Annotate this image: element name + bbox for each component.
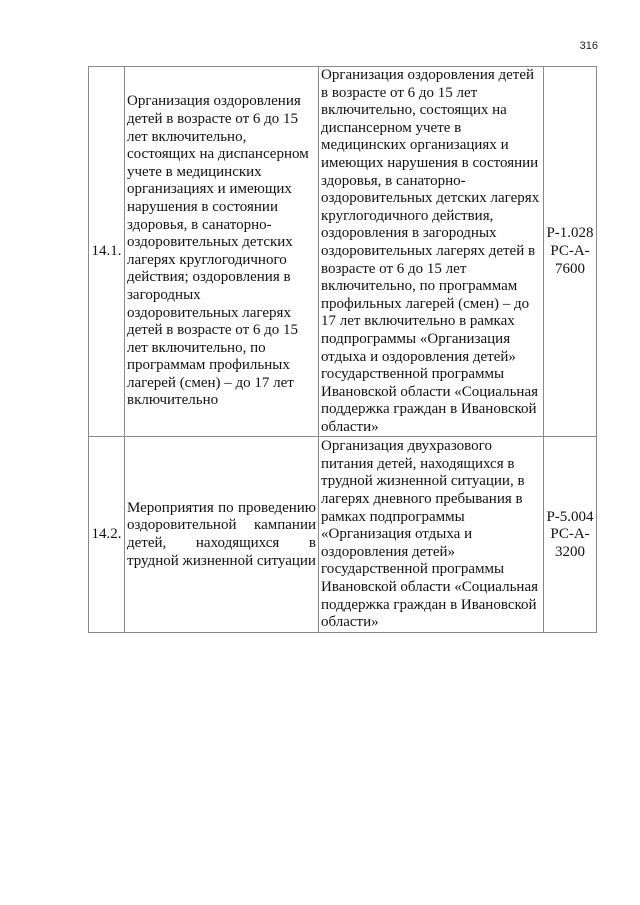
activity-description-cell [319, 67, 544, 437]
budget-code-cell [544, 437, 597, 633]
budget-code-cell [544, 67, 597, 437]
row-number: 14.2. [91, 526, 122, 543]
activity-name-cell [125, 67, 319, 437]
activity-description: Организация оздоровления детей в возрасте от 6 до 15 лет включительно, состоящих на диспансерном учете в медицинских организациях и имеющих нарушения в состоянии здоровья, в санаторно- оздоровительных детских лагерях круглогодичного действия, оздоровления в загородных оздоровительных лагерях детей в возрасте от 6 до 15 лет включительно, по программам профильных лагерей (смен) – до 17 лет включительно в рамках подпрограммы «Организация отдыха и оздоровления детей» государственной программы Ивановской области «Социальная поддержка граждан в Ивановской области» [321, 67, 540, 435]
activity-description: Организация двухразового питания детей, находящихся в трудной жизненной ситуации, в лагерях дневного пребывания в рамках подпрограммы «Организация отдыха и оздоровления детей» государственной программы Ивановской области «Социальная поддержка граждан в Ивановской области» [321, 438, 539, 631]
activity-description-cell [319, 437, 544, 633]
activity-name: Организация оздоровления детей в возрасте от 6 до 15 лет включительно, состоящих на диспансерном учете в медицинских организациях и имеющих нарушения в состоянии здоровья, в санаторно- оздоровительных детских лагерях круглогодичного действия; оздоровления в загородных оздоровительных лагерях детей в возрасте от 6 до 15 лет включительно, по программам профильных лагерей (смен) – до 17 лет включительно [127, 93, 309, 409]
row-number: 14.1. [91, 242, 122, 259]
activity-name: Мероприятия по проведению оздоровительной кампании детей, находящихся в трудной жизненной ситуации [127, 499, 316, 569]
activity-name-cell [125, 437, 319, 633]
row-number-cell [89, 67, 125, 437]
table-row [89, 437, 597, 633]
page-number: 316 [579, 40, 598, 52]
budget-code: Р-1.028 РС-А- 7600 [546, 225, 594, 277]
document-table [88, 66, 597, 633]
budget-code: Р-5.004 РС-А- 3200 [546, 508, 594, 560]
row-number-cell [89, 437, 125, 633]
table-row [89, 67, 597, 437]
